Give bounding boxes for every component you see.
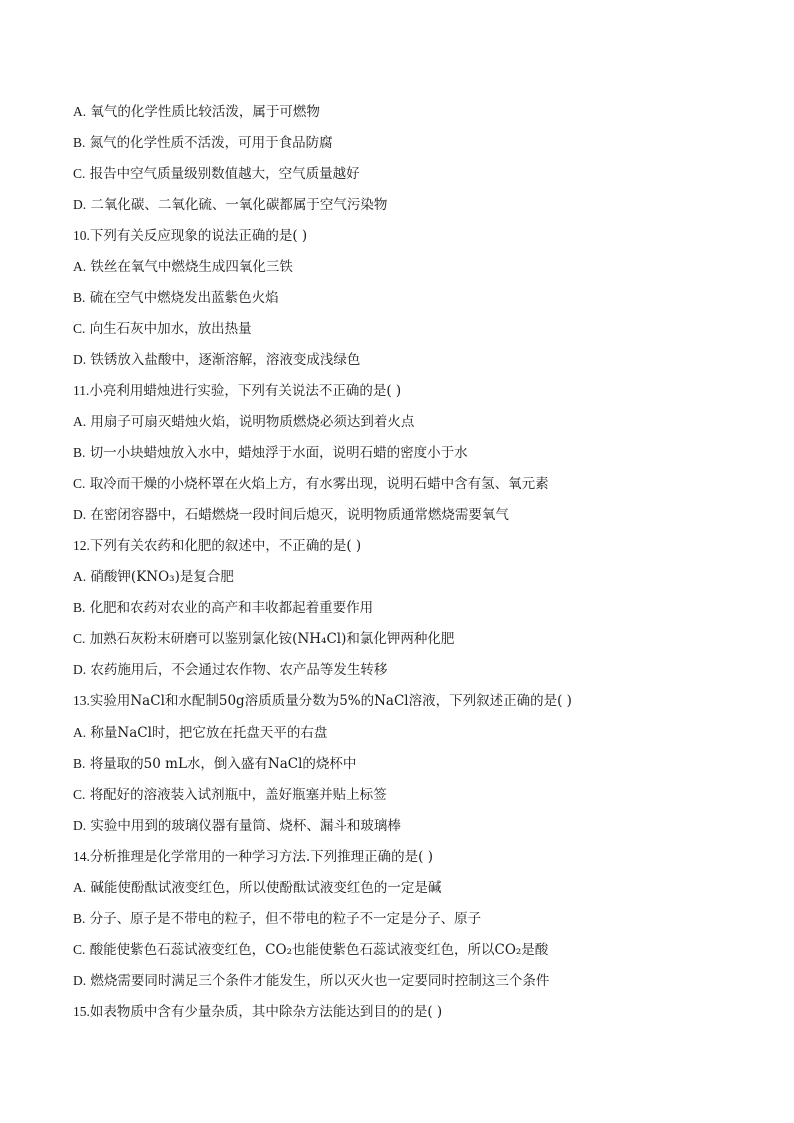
option-line: C. 向生石灰中加水，放出热量 [73, 321, 252, 337]
option-line: A. 碱能使酚酞试液变红色，所以使酚酞试液变红色的一定是碱 [73, 880, 442, 896]
option-line: D. 实验中用到的玻璃仪器有量筒、烧杯、漏斗和玻璃棒 [73, 818, 401, 834]
question-line: 13.实验用NaCl和水配制50g溶质质量分数为5%的NaCl溶液，下列叙述正确的是( ) [73, 693, 572, 709]
question-line: 12.下列有关农药和化肥的叙述中，不正确的是( ) [73, 538, 362, 554]
option-line: A. 硝酸钾(KNO₃)是复合肥 [73, 569, 234, 585]
option-line: C. 取冷而干燥的小烧杯罩在火焰上方，有水雾出现，说明石蜡中含有氢、氧元素 [73, 476, 549, 492]
option-line: D. 在密闭容器中，石蜡燃烧一段时间后熄灭，说明物质通常燃烧需要氧气 [73, 507, 509, 523]
option-line: A. 氧气的化学性质比较活泼，属于可燃物 [73, 104, 320, 120]
option-line: A. 称量NaCl时，把它放在托盘天平的右盘 [73, 725, 328, 741]
option-line: D. 燃烧需要同时满足三个条件才能发生，所以灭火也一定要同时控制这三个条件 [73, 973, 550, 989]
question-line: 10.下列有关反应现象的说法正确的是( ) [73, 228, 308, 244]
option-line: A. 铁丝在氧气中燃烧生成四氧化三铁 [73, 259, 293, 275]
option-line: C. 加熟石灰粉末研磨可以鉴别氯化铵(NH₄Cl)和氯化钾两种化肥 [73, 631, 455, 647]
option-line: B. 将量取的50 mL水，倒入盛有NaCl的烧杯中 [73, 756, 357, 772]
option-line: B. 氮气的化学性质不活泼，可用于食品防腐 [73, 135, 333, 151]
option-line: C. 酸能使紫色石蕊试液变红色，CO₂也能使紫色石蕊试液变红色，所以CO₂是酸 [73, 942, 549, 958]
option-line: A. 用扇子可扇灭蜡烛火焰，说明物质燃烧必须达到着火点 [73, 414, 415, 430]
question-line: 14.分析推理是化学常用的一种学习方法.下列推理正确的是( ) [73, 849, 433, 865]
option-line: B. 切一小块蜡烛放入水中，蜡烛浮于水面，说明石蜡的密度小于水 [73, 445, 468, 461]
option-line: B. 分子、原子是不带电的粒子，但不带电的粒子不一定是分子、原子 [73, 911, 482, 927]
option-line: B. 化肥和农药对农业的高产和丰收都起着重要作用 [73, 600, 374, 616]
option-line: B. 硫在空气中燃烧发出蓝紫色火焰 [73, 290, 279, 306]
option-line: C. 将配好的溶液装入试剂瓶中，盖好瓶塞并贴上标签 [73, 787, 387, 803]
option-line: D. 农药施用后，不会通过农作物、农产品等发生转移 [73, 662, 388, 678]
option-line: D. 铁锈放入盐酸中，逐渐溶解，溶液变成浅绿色 [73, 352, 361, 368]
question-line: 15.如表物质中含有少量杂质，其中除杂方法能达到目的的是( ) [73, 1004, 443, 1020]
option-line: C. 报告中空气质量级别数值越大，空气质量越好 [73, 166, 360, 182]
option-line: D. 二氧化碳、二氧化硫、一氧化碳都属于空气污染物 [73, 197, 388, 213]
question-line: 11.小亮利用蜡烛进行实验，下列有关说法不正确的是( ) [73, 383, 402, 399]
